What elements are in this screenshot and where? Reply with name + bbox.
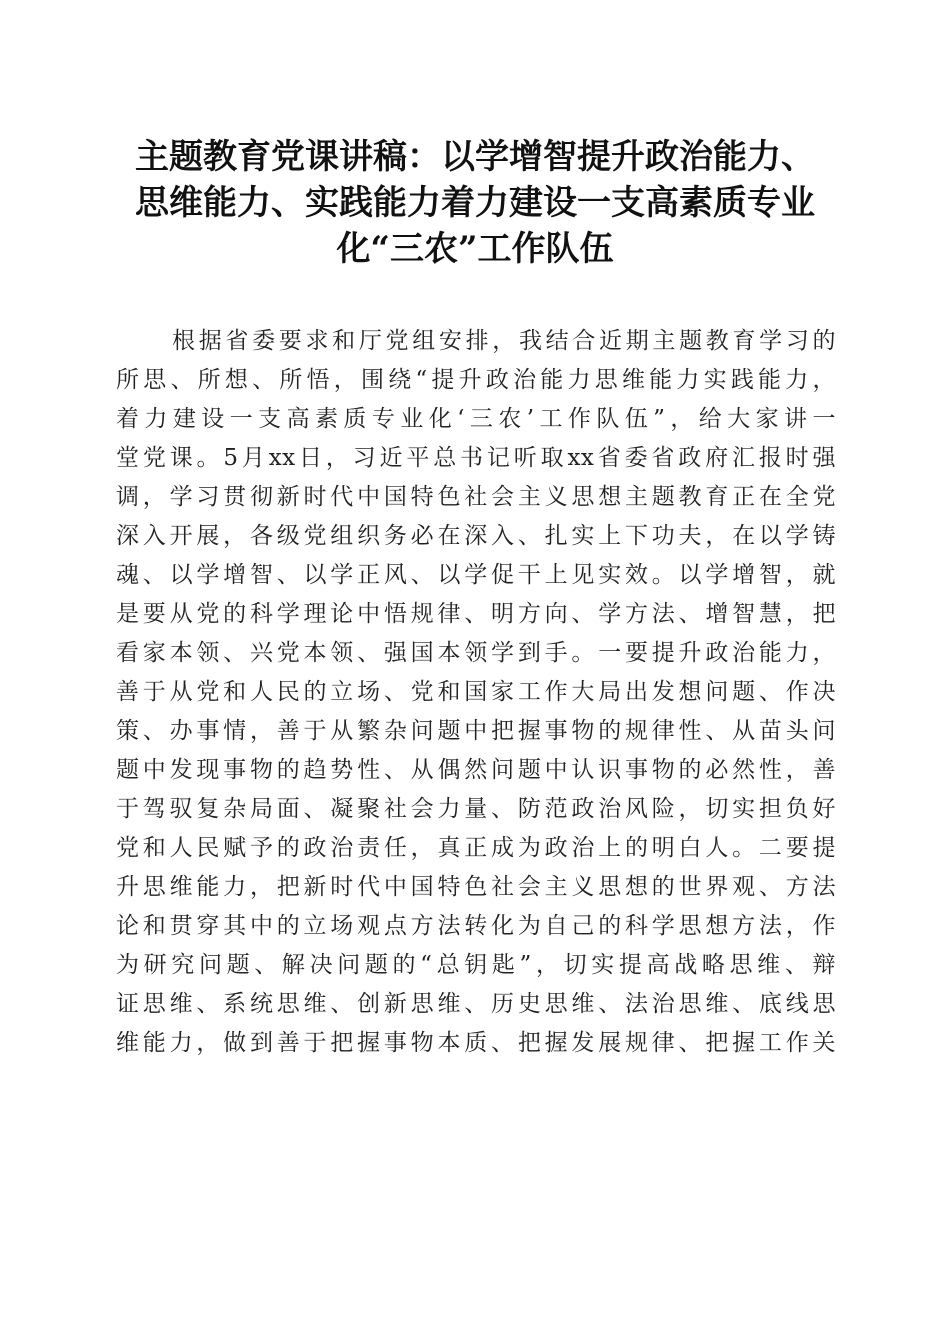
body-line: 题中发现事物的趋势性、从偶然问题中认识事物的必然性，善 <box>116 757 836 783</box>
body-line: 证思维、系统思维、创新思维、历史思维、法治思维、底线思 <box>116 991 836 1017</box>
body-line: 维能力，做到善于把握事物本质、把握发展规律、把握工作关 <box>116 1030 836 1056</box>
body-line: 善于从党和人民的立场、党和国家工作大局出发想问题、作决 <box>116 679 836 705</box>
title-line-1: 主题教育党课讲稿：以学增智提升政治能力、 <box>135 137 815 177</box>
body-line: 着力建设一支高素质专业化‘三农’工作队伍”，给大家讲一 <box>116 406 836 432</box>
document-title <box>100 134 850 272</box>
body-line: 堂党课。5月xx日，习近平总书记听取xx省委省政府汇报时强 <box>116 445 836 471</box>
body-paragraph <box>116 322 836 1063</box>
body-line: 深入开展，各级党组织务必在深入、扎实上下功夫，在以学铸 <box>116 523 836 549</box>
body-line: 为研究问题、解决问题的“总钥匙”，切实提高战略思维、辩 <box>116 952 836 978</box>
body-line: 根据省委要求和厅党组安排，我结合近期主题教育学习的 <box>172 328 836 354</box>
body-line: 升思维能力，把新时代中国特色社会主义思想的世界观、方法 <box>116 874 836 900</box>
body-line: 论和贯穿其中的立场观点方法转化为自己的科学思想方法，作 <box>116 913 836 939</box>
body-line: 策、办事情，善于从繁杂问题中把握事物的规律性、从苗头问 <box>116 718 836 744</box>
body-line: 调，学习贯彻新时代中国特色社会主义思想主题教育正在全党 <box>116 484 836 510</box>
body-line: 所思、所想、所悟，围绕“提升政治能力思维能力实践能力， <box>116 367 836 393</box>
title-line-2: 思维能力、实践能力着力建设一支高素质专业 <box>135 183 815 223</box>
body-line: 是要从党的科学理论中悟规律、明方向、学方法、增智慧，把 <box>116 601 836 627</box>
title-line-3: 化“三农”工作队伍 <box>336 229 614 269</box>
body-line: 党和人民赋予的政治责任，真正成为政治上的明白人。二要提 <box>116 835 836 861</box>
body-line: 魂、以学增智、以学正风、以学促干上见实效。以学增智，就 <box>116 562 836 588</box>
body-line: 看家本领、兴党本领、强国本领学到手。一要提升政治能力， <box>116 640 836 666</box>
body-line: 于驾驭复杂局面、凝聚社会力量、防范政治风险，切实担负好 <box>116 796 836 822</box>
